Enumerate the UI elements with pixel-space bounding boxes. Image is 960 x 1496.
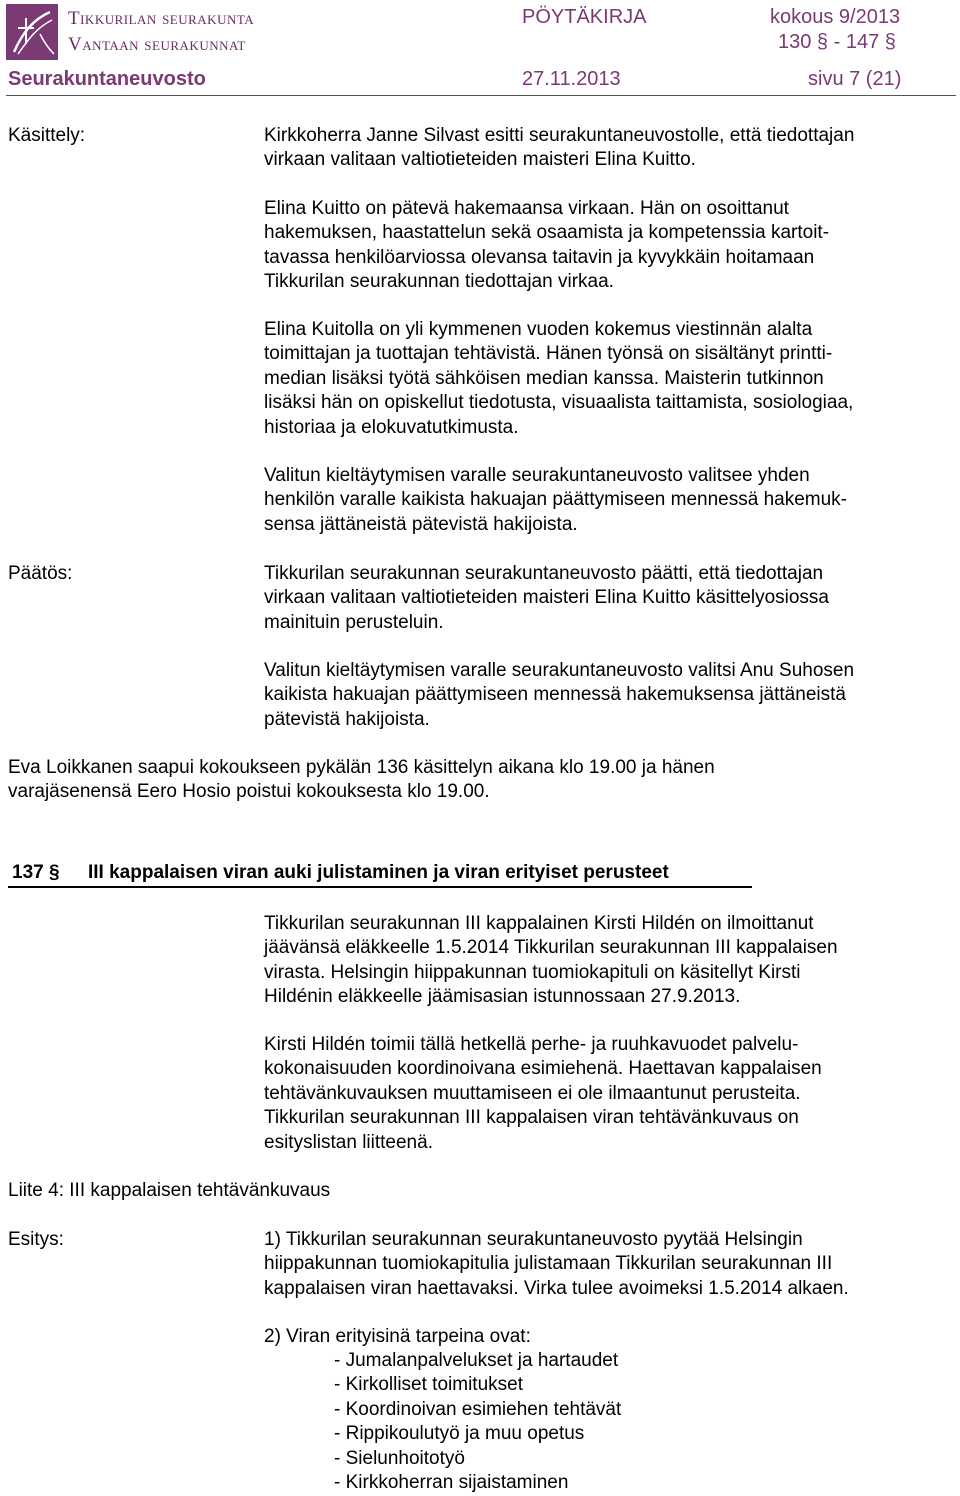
attachment-reference: Liite 4: III kappalaisen tehtävänkuvaus <box>8 1180 331 1201</box>
kasittely-paragraph-4: Valitun kieltäytymisen varalle seurakuntaneuvosto valitsee yhden henkilön varalle kaikista hakuajan päättymiseen mennessä hakemuk- sensa jättäneistä pätevistä hakijoista. <box>264 465 847 535</box>
kasittely-paragraph-1: Kirkkoherra Janne Silvast esitti seurakuntaneuvostolle, että tiedottajan virkaan valitaan valtiotieteiden maisteri Elina Kuitto. <box>264 125 855 171</box>
header-rule <box>6 95 956 96</box>
org-name-line1: Tikkurilan seurakunta <box>68 8 255 29</box>
doc-type: PÖYTÄKIRJA <box>522 6 647 28</box>
list-item: - Kirkolliset toimitukset <box>334 1374 523 1396</box>
paatos-paragraph-2: Valitun kieltäytymisen varalle seurakuntaneuvosto valitsi Anu Suhosen kaikista hakuajan päättymiseen mennessä hakemuksensa jättäneistä pätevistä hakijoista. <box>264 660 855 730</box>
special-needs-list <box>334 1349 621 1495</box>
meeting-number: kokous 9/2013 <box>770 6 901 28</box>
label-paatos: Päätös: <box>8 563 73 584</box>
list-item: - Koordinoivan esimiehen tehtävät <box>334 1398 622 1420</box>
section-number: 137 § <box>12 862 60 883</box>
church-logo-icon <box>6 4 58 60</box>
attendance-note: Eva Loikkanen saapui kokoukseen pykälän 136 käsittelyn aikana klo 19.00 ja hänen varajäsenensä Eero Hosio poistui kokouksesta klo 19.00. <box>8 757 715 803</box>
section137-paragraph-2: Kirsti Hildén toimii tällä hetkellä perhe- ja ruuhkavuodet palvelu- kokonaisuuden koordinoivana esimiehenä. Haettavan kappalaisen tehtävänkuvauksen muuttamiseen ei ole ilmaantunut perusteita. Tikkurilan seurakunnan III kappalaisen viran tehtävänkuvaus on esityslistan liitteenä. <box>264 1034 822 1153</box>
paragraph-range: 130 § - 147 § <box>778 31 896 53</box>
body-name: Seurakuntaneuvosto <box>8 68 206 90</box>
list-item: - Sielunhoitotyö <box>334 1447 465 1469</box>
org-name-line2: Vantaan seurakunnat <box>68 34 246 55</box>
paatos-paragraph-1: Tikkurilan seurakunnan seurakuntaneuvosto päätti, että tiedottajan virkaan valitaan valtiotieteiden maisteri Elina Kuitto käsittelyosiossa mainituin perusteluin. <box>264 563 829 633</box>
kasittely-paragraph-2: Elina Kuitto on pätevä hakemaansa virkaan. Hän on osoittanut hakemuksen, haastattelun sekä osaamista ja kompetenssia kartoit- tavassa henkilöarviossa olevansa taitavin ja kyvykkäin hoitamaan Tikkurilan seurakunnan tiedottajan virkaa. <box>264 198 830 293</box>
esitys-paragraph-2-intro: 2) Viran erityisinä tarpeina ovat: <box>264 1326 531 1347</box>
section-title: III kappalaisen viran auki julistaminen ja viran erityiset perusteet <box>88 862 669 883</box>
esitys-paragraph-1: 1) Tikkurilan seurakunnan seurakuntaneuvosto pyytää Helsingin hiippakunnan tuomiokapitulia julistamaan Tikkurilan seurakunnan III kappalaisen viran haettavaksi. Virka tulee avoimeksi 1.5.2014 alkaen. <box>264 1229 849 1299</box>
list-item: - Jumalanpalvelukset ja hartaudet <box>334 1350 619 1371</box>
label-esitys: Esitys: <box>8 1229 64 1250</box>
kasittely-paragraph-3: Elina Kuitolla on yli kymmenen vuoden kokemus viestinnän alalta toimittajan ja tuottajan tehtävistä. Hänen työnsä on sisältänyt printti- median lisäksi työtä sähköisen median kanssa. Maisterin tutkinnon lisäksi hän on opiskellut tiedotusta, visuaalista taittamista, sosiologiaa, historiaa ja elokuvatutkimusta. <box>264 319 854 438</box>
page-number: sivu 7 (21) <box>808 68 902 90</box>
meeting-date: 27.11.2013 <box>522 68 621 90</box>
section137-paragraph-1: Tikkurilan seurakunnan III kappalainen Kirsti Hildén on ilmoittanut jäävänsä eläkkeelle 1.5.2014 Tikkurilan seurakunnan III kappalaisen virasta. Helsingin hiippakunnan tuomiokapituli on käsitellyt Kirsti Hildénin eläkkeelle jäämisasian istunnossaan 27.9.2013. <box>264 913 838 1008</box>
label-kasittely: Käsittely: <box>8 125 86 146</box>
list-item: - Rippikoulutyö ja muu opetus <box>334 1423 585 1445</box>
list-item: - Kirkkoherran sijaistaminen <box>334 1472 569 1494</box>
section-title-underline <box>8 886 752 888</box>
